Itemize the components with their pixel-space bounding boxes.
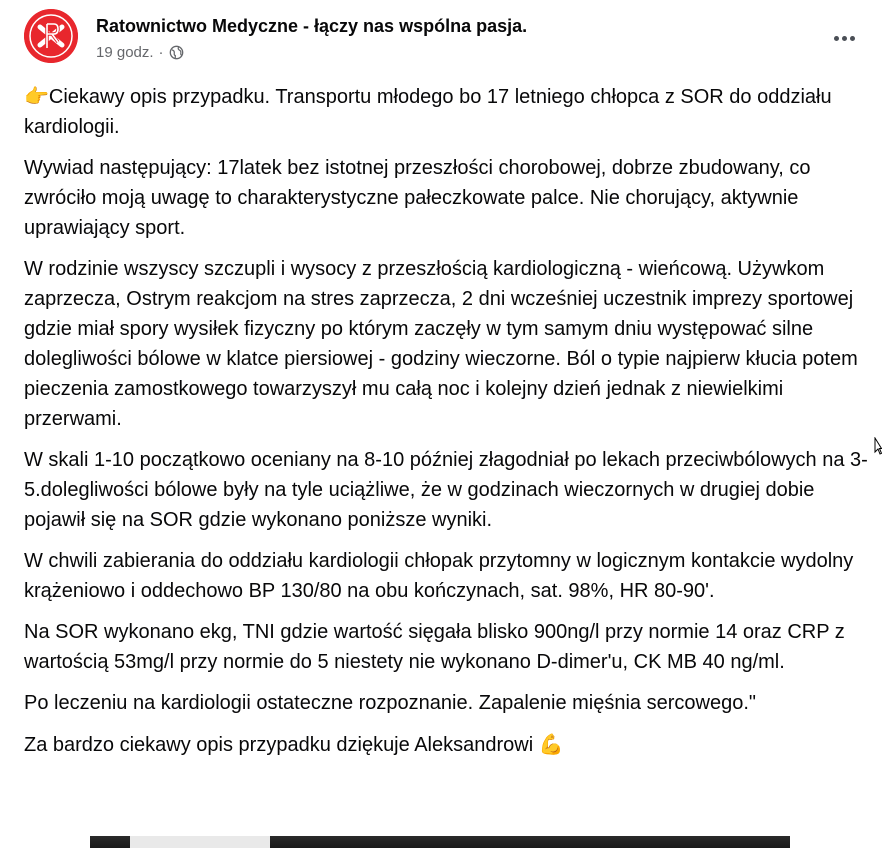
paragraph-text: Ciekawy opis przypadku. Transportu młodego bo 17 letniego chłopca z SOR do oddziału kardiologii. xyxy=(24,86,832,138)
more-options-icon xyxy=(842,36,847,41)
more-options-icon xyxy=(834,36,839,41)
post-header xyxy=(24,6,864,66)
post-paragraph xyxy=(24,546,869,606)
paragraph-text: Po leczeniu na kardiologii ostateczne rozpoznanie. Zapalenie mięśnia sercowego." xyxy=(24,692,756,714)
post-paragraph xyxy=(24,81,869,142)
attached-image-preview[interactable] xyxy=(90,836,790,848)
paragraph-text: W rodzinie wszyscy szczupli i wysocy z przeszłością kardiologiczną - wieńcową. Używkom zaprzecza, Ostrym reakcjom na stres zaprzecza, 2 dni wcześniej uczestnik imprezy sportowej gdzie miał spory wysiłek fizyczny po którym zaczęły w tym samym dniu występować silne dolegliwości bólowe w klatce piersiowej - godziny wieczorne. Ból o typie najpierw kłucia potem pieczenia zamostkowego towarzyszył mu całą noc i kolejny dzień jednak z niewielkimi przerwami. xyxy=(24,258,858,430)
meta-separator: · xyxy=(158,44,164,61)
post-body xyxy=(24,81,869,771)
more-options-icon xyxy=(850,36,855,41)
pointing-hand-icon: 👉 xyxy=(24,84,49,108)
paragraph-text: Wywiad następujący: 17latek bez istotnej przeszłości chorobowej, dobrze zbudowany, co zwróciło moją uwagę to charakterystyczne pałeczkowate palce. Nie chorujący, aktywnie uprawiający sport. xyxy=(24,157,811,239)
avatar[interactable] xyxy=(24,9,78,63)
post-paragraph xyxy=(24,254,869,434)
post-paragraph xyxy=(24,688,869,718)
flexed-biceps-icon: 💪 xyxy=(538,732,564,756)
post-paragraph xyxy=(24,445,869,535)
globe-icon[interactable] xyxy=(169,45,184,60)
paragraph-text: W skali 1-10 początkowo oceniany na 8-10 później złagodniał po lekach przeciwbólowych na 3-5.dolegliwości bólowe były na tyle uciążliwe, że w godzinach wieczornych w drugiej dobie pojawił się na SOR gdzie wykonano poniższe wyniki. xyxy=(24,449,868,531)
paragraph-text: Na SOR wykonano ekg, TNI gdzie wartość sięgała blisko 900ng/l przy normie 14 oraz CRP z wartością 53mg/l przy normie do 5 niestety nie wykonano D-dimer'u, CK MB 40 ng/ml. xyxy=(24,621,845,673)
author-name[interactable]: Ratownictwo Medyczne - łączy nas wspólna pasja. xyxy=(96,16,528,36)
post-timestamp[interactable]: 19 godz. xyxy=(96,44,154,61)
paragraph-text: Za bardzo ciekawy opis przypadku dziękuje Aleksandrowi xyxy=(24,734,534,756)
post-paragraph xyxy=(24,153,869,243)
post-paragraph xyxy=(24,729,869,760)
paragraph-text: W chwili zabierania do oddziału kardiologii chłopak przytomny w logicznym kontakcie wydolny krążeniowo i oddechowo BP 130/80 na obu kończynach, sat. 98%, HR 80-90'. xyxy=(24,550,854,602)
post-paragraph xyxy=(24,617,869,677)
more-options-button[interactable] xyxy=(828,26,860,50)
post-meta xyxy=(96,44,184,61)
paramedic-logo-icon xyxy=(24,9,78,63)
image-highlight xyxy=(130,836,270,848)
mouse-cursor-icon xyxy=(874,437,882,455)
